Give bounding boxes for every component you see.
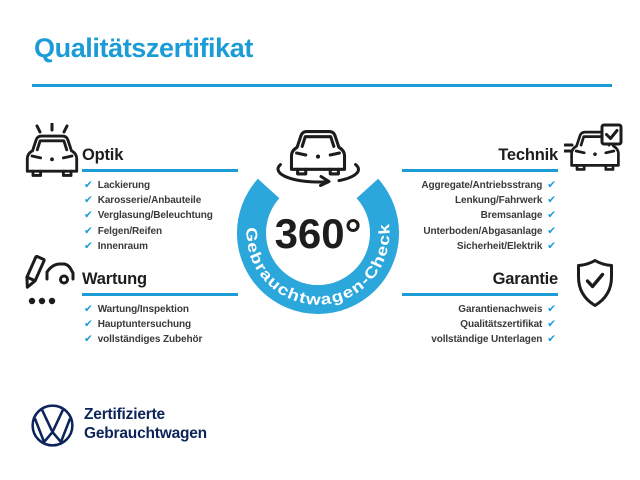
footer-brand-text xyxy=(84,406,207,443)
check-icon: ✔ xyxy=(547,302,556,315)
check-item xyxy=(402,332,556,347)
check-item xyxy=(84,317,238,332)
car-shine-icon xyxy=(24,123,80,184)
check-icon: ✔ xyxy=(84,302,93,315)
car-check-icon xyxy=(564,123,624,180)
section-wartung-title: Wartung xyxy=(82,270,147,288)
check-item-label: vollständige Unterlagen xyxy=(431,334,543,346)
check-item xyxy=(84,193,238,208)
check-item xyxy=(84,239,238,254)
check-icon: ✔ xyxy=(547,240,556,253)
check-item xyxy=(84,224,238,239)
check-item-label: Innenraum xyxy=(97,241,148,253)
check-icon: ✔ xyxy=(547,178,556,191)
badge-ring-label: Gebrauchtwagen-Check xyxy=(242,224,394,309)
section-technik-title: Technik xyxy=(498,146,558,164)
check-item-label: Garantienachweis xyxy=(458,303,543,315)
check-item xyxy=(402,193,556,208)
check-item-label: Karosserie/Anbauteile xyxy=(97,194,202,206)
check-item xyxy=(84,332,238,347)
check-item-label: Felgen/Reifen xyxy=(97,225,162,237)
badge-degrees-label: 360° xyxy=(274,210,362,257)
check-item-label: Lackierung xyxy=(97,179,151,191)
check-icon: ✔ xyxy=(547,317,556,330)
checklist-garantie xyxy=(402,302,556,348)
check-icon: ✔ xyxy=(84,224,93,237)
check-item-label: Verglasung/Beleuchtung xyxy=(97,210,213,222)
check-item xyxy=(402,302,556,317)
section-divider xyxy=(82,293,238,296)
check-icon: ✔ xyxy=(84,209,93,222)
check-item-label: Unterboden/Abgasanlage xyxy=(423,225,543,237)
check-item xyxy=(84,208,238,223)
car-rotation-icon xyxy=(278,132,358,186)
shield-check-icon xyxy=(575,258,615,313)
section-wartung xyxy=(82,271,238,348)
check-item-label: vollständiges Zubehör xyxy=(97,334,203,346)
section-optik xyxy=(82,147,238,255)
service-note-icon xyxy=(17,255,77,314)
check-item xyxy=(402,178,556,193)
check-item xyxy=(402,224,556,239)
section-divider xyxy=(82,169,238,172)
section-technik xyxy=(402,147,558,255)
check-icon: ✔ xyxy=(84,178,93,191)
check-item-label: Lenkung/Fahrwerk xyxy=(454,194,543,206)
section-garantie-title: Garantie xyxy=(492,270,558,288)
section-divider xyxy=(402,293,558,296)
check-icon: ✔ xyxy=(84,240,93,253)
check-item xyxy=(402,239,556,254)
check-item xyxy=(402,208,556,223)
badge-360-check xyxy=(218,121,418,326)
checklist-wartung xyxy=(84,302,238,348)
check-item xyxy=(84,302,238,317)
check-item xyxy=(402,317,556,332)
section-divider xyxy=(402,169,558,172)
vw-logo xyxy=(30,403,75,453)
check-item-label: Sicherheit/Elektrik xyxy=(456,241,543,253)
check-item-label: Qualitätszertifikat xyxy=(460,318,543,330)
section-garantie xyxy=(402,271,558,348)
check-icon: ✔ xyxy=(84,193,93,206)
footer-line1: Zertifizierte xyxy=(84,406,165,423)
page-title: Qualitätszertifikat xyxy=(34,33,253,63)
check-item-label: Aggregate/Antriebsstrang xyxy=(421,179,543,191)
section-optik-title: Optik xyxy=(82,146,124,164)
check-icon: ✔ xyxy=(547,224,556,237)
checklist-optik xyxy=(84,178,238,255)
checklist-technik xyxy=(402,178,556,255)
check-icon: ✔ xyxy=(547,209,556,222)
check-item xyxy=(84,178,238,193)
check-icon: ✔ xyxy=(547,193,556,206)
check-item-label: Hauptuntersuchung xyxy=(97,318,191,330)
footer-line2: Gebrauchtwagen xyxy=(84,424,207,442)
check-icon: ✔ xyxy=(84,333,93,346)
check-item-label: Bremsanlage xyxy=(480,210,543,222)
check-item-label: Wartung/Inspektion xyxy=(97,303,189,315)
title-divider xyxy=(32,84,612,87)
check-icon: ✔ xyxy=(84,317,93,330)
check-icon: ✔ xyxy=(547,333,556,346)
